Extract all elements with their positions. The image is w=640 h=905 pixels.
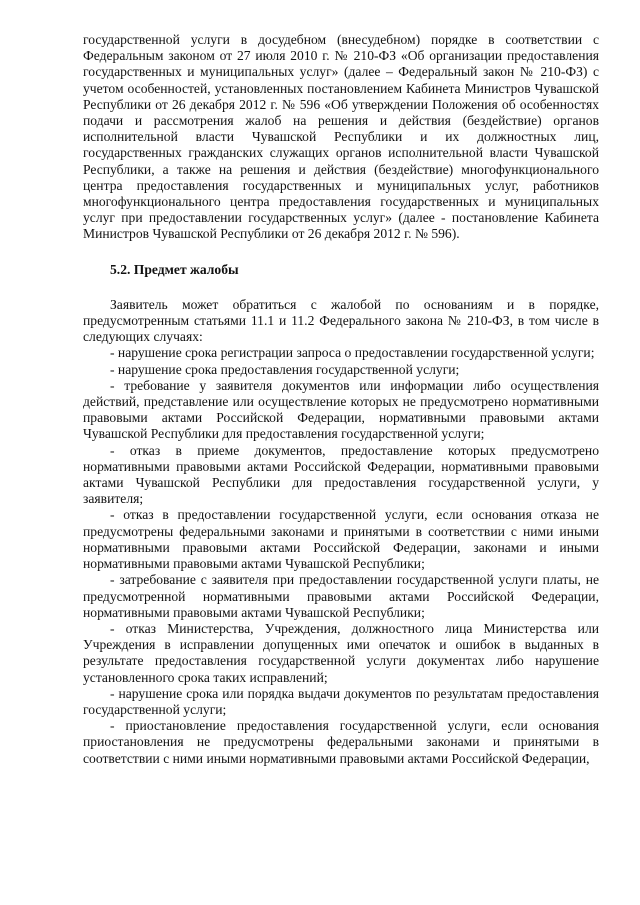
list-item: - затребование с заявителя при предоставлении государственной услуги платы, не предусмотренной нормативными правовыми актами Российской Федерации, нормативными правовыми актами Чувашской Республики; (83, 572, 599, 620)
lead-paragraph: Заявитель может обратиться с жалобой по основаниям и в порядке, предусмотренным статьями 11.1 и 11.2 Федерального закона № 210-ФЗ, в том числе в следующих случаях: (83, 296, 599, 345)
list-item: - отказ в приеме документов, предоставление которых предусмотрено нормативными правовыми актами Российской Федерации, нормативными правовыми актами Чувашской Республики для предоставления государственной услуги, у заявителя; (83, 442, 599, 507)
list-item: - нарушение срока предоставления государственной услуги; (110, 361, 460, 377)
list-item: - отказ в предоставлении государственной услуги, если основания отказа не предусмотрены федеральными законами и принятыми в соответствии с ними иными нормативными правовыми актами Российской Федерации, законами и иными нормативными правовыми актами Чувашской Республики; (83, 507, 599, 572)
list-item: - требование у заявителя документов или информации либо осуществления действий, представление или осуществление которых не предусмотрено нормативными правовыми актами Российской Федерации, нормативными правовыми актами Чувашской Республики для предоставления государственной услуги; (83, 377, 599, 442)
document-body (83, 32, 599, 767)
list-item: - нарушение срока или порядка выдачи документов по результатам предоставления государственной услуги; (83, 685, 599, 717)
list-item: - нарушение срока регистрации запроса о предоставлении государственной услуги; (110, 345, 595, 361)
list-item: - приостановление предоставления государственной услуги, если основания приостановления не предусмотрены федеральными законами и принятыми в соответствии с ними иными нормативными правовыми актами Российской Федерации, (83, 718, 599, 766)
list-item: - отказ Министерства, Учреждения, должностного лица Министерства или Учреждения в исправлении допущенных ими опечаток и ошибок в выданных в результате предоставления государственной услуги документах либо нарушение установленного срока таких исправлений; (83, 620, 599, 685)
section-heading: 5.2. Предмет жалобы (110, 261, 239, 277)
intro-paragraph: государственной услуги в досудебном (внесудебном) порядке в соответствии с Федеральным законом от 27 июля 2010 г. № 210-ФЗ «Об организации предоставления государственных и муниципальных услуг» (далее – Федеральный закон № 210-ФЗ) с учетом особенностей, установленных постановлением Кабинета Министров Чувашской Республики от 26 декабря 2012 г. № 596 «Об утверждении Положения об особенностях подачи и рассмотрения жалоб на решения и действия (бездействие) органов исполнительной власти Чувашской Республики и их должностных лиц, государственных гражданских служащих органов исполнительной власти Чувашской Республики, а также на решения и действия (бездействие) многофункционального центра предоставления государственных и муниципальных услуг, работников многофункционального центра предоставления государственных и муниципальных услуг при предоставлении государственных услуг» (далее - постановление Кабинета Министров Чувашской Республики от 26 декабря 2012 г. № 596). (83, 32, 599, 242)
